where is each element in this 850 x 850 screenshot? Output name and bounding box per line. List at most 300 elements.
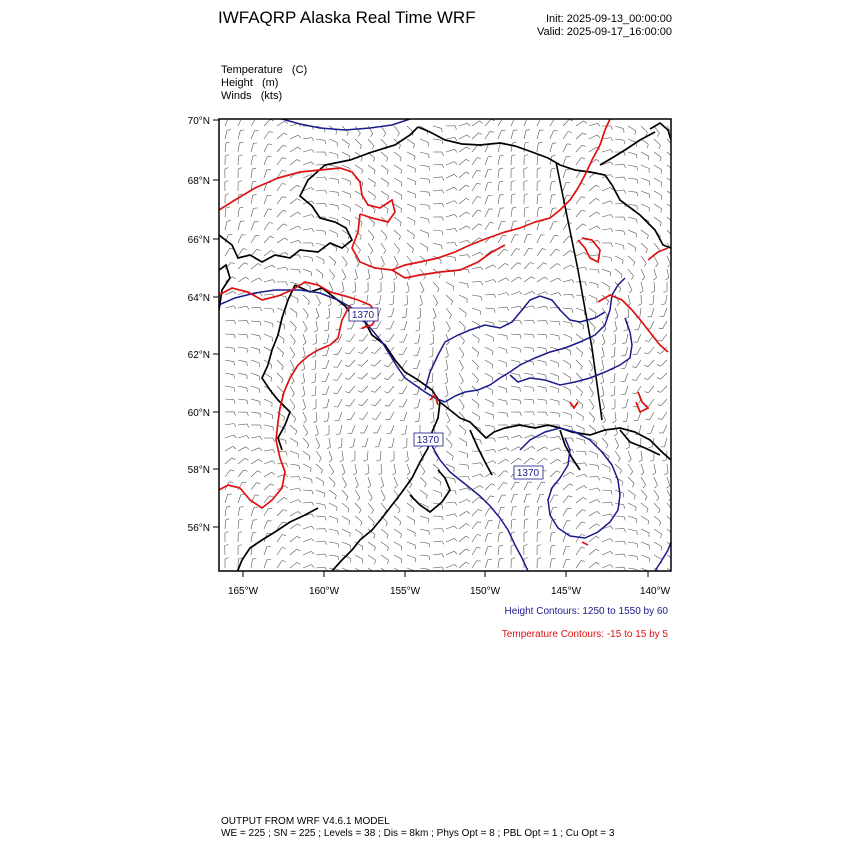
wind-barb [420,529,429,531]
wind-barb [648,386,654,393]
wind-barb-flag [466,185,470,187]
wind-barb [589,295,597,299]
wind-barb [472,561,477,569]
wind-barb-flag [543,263,547,265]
wind-barb [238,208,239,217]
wind-barb [641,282,643,291]
wind-barb-flag [479,121,482,123]
wind-barb [264,373,272,378]
wind-barb-flag [478,339,479,343]
wind-barb [576,360,582,366]
wind-barb-flag [661,573,662,577]
wind-barb [472,308,481,311]
wind-barb [459,255,468,256]
wind-barb [472,412,480,417]
wind-barb-flag [311,382,315,383]
wind-barb [665,295,667,304]
wind-barb [381,139,387,146]
wind-barb-flag [538,519,542,520]
wind-barb [277,133,284,139]
wind-barb-flag [362,573,363,577]
wind-barb-flag [455,126,457,130]
wind-barb-flag [328,304,331,306]
wind-barb [433,126,442,128]
wind-barb [498,507,501,516]
wind-barb [264,236,270,243]
wind-barb [576,347,583,353]
wind-barb-flag [445,356,448,358]
wind-barb-flag [296,313,297,317]
wind-barb-flag [308,301,310,305]
wind-barb [342,178,350,181]
wind-barb [589,488,598,490]
wind-barb [550,293,559,295]
wind-barb [472,522,477,529]
wind-barb-flag [253,520,257,521]
wind-barb-flag [596,549,600,551]
wind-barb-flag [467,135,470,138]
wind-barb-flag [546,412,547,416]
wind-barb [459,123,468,126]
wind-barb [368,516,374,522]
wind-barb-flag [365,473,369,475]
wind-barb-flag [429,543,430,547]
wind-barb-flag [551,168,555,169]
wind-barb [648,360,654,367]
wind-barb [420,477,426,483]
wind-barb-flag [546,321,548,325]
wind-barb [316,425,318,434]
wind-barb [290,347,295,355]
wind-barb [628,464,633,472]
wind-barb [446,373,448,382]
wind-barb-flag [231,262,235,264]
wind-barb-flag [542,249,546,250]
wind-barb [602,551,610,555]
wind-barb-flag [624,217,625,221]
wind-barb [238,386,247,388]
wind-barb-flag [297,185,301,187]
wind-barb [355,516,362,522]
wind-barb-flag [628,459,631,462]
wind-barb-flag [252,532,256,533]
wind-barb-flag [270,236,274,238]
wind-barb-flag [464,327,466,331]
wind-barb-flag [297,524,300,526]
wind-barb-flag [371,352,375,354]
wind-barb [303,502,312,503]
wind-barb-flag [593,419,595,423]
wind-barb [589,147,597,152]
wind-barb [316,203,325,204]
wind-barb [394,256,398,264]
wind-barb-flag [226,142,230,143]
wind-barb-flag [325,567,327,571]
wind-barb-flag [294,419,296,423]
wind-barb [524,482,528,490]
wind-barb [459,360,463,368]
wind-barb [290,412,296,419]
wind-barb-flag [397,133,399,137]
wind-barb [394,178,402,182]
wind-barb-flag [480,486,483,489]
wind-barb-flag [442,140,443,144]
wind-barb-flag [284,224,288,226]
wind-barb-flag [651,291,655,293]
wind-barb-flag [225,181,229,183]
wind-barb-flag [570,251,573,253]
wind-barb-flag [624,140,625,144]
wind-barb-flag [515,482,519,483]
wind-barb-flag [363,460,367,461]
wind-barb-flag [624,529,626,533]
lon-label: 145°W [550,586,582,597]
wind-barb-flag [637,206,638,210]
wind-barb [511,520,512,529]
wind-barb-flag [655,485,658,488]
wind-barb-flag [492,390,493,394]
wind-barb-flag [380,278,383,280]
wind-barb [615,190,624,191]
wind-barb [342,464,345,473]
wind-barb-flag [412,249,414,253]
latitude-labels [188,116,210,534]
wind-barb [485,334,493,337]
wind-barb [446,201,454,204]
wind-barb [225,373,234,375]
wind-barb [251,559,253,568]
wind-barb [589,123,598,126]
wind-barb [264,521,268,529]
wind-barb [550,459,558,464]
wind-barb-flag [630,472,632,475]
wind-barb-flag [585,282,587,286]
wind-barb-flag [282,548,286,549]
wind-barb [615,464,622,470]
wind-barb-flag [546,306,548,309]
wind-barb-flag [657,377,661,379]
wind-barb [563,280,572,282]
wind-barb-flag [512,142,516,143]
wind-barb-flag [533,306,535,309]
wind-barb [225,208,226,217]
wind-barb [337,360,342,368]
wind-barb [391,425,394,433]
wind-barb-flag [667,486,670,489]
wind-barb-flag [442,190,444,194]
wind-barb [485,265,493,269]
model-info [221,816,614,840]
wind-barb-flag [234,388,235,392]
wind-barb-flag [507,307,509,311]
wind-barb-flag [311,551,314,554]
wind-barb-flag [512,207,516,208]
wind-barb-flag [285,252,288,255]
wind-barb [498,235,503,243]
wind-barb [277,347,284,353]
wind-barb [303,399,306,408]
wind-barb-flag [373,223,374,227]
wind-barb [342,165,350,169]
wind-barb-flag [389,304,393,305]
wind-barb [537,507,539,516]
wind-barb-flag [247,362,248,366]
wind-barb-flag [661,195,662,199]
wind-barb [602,502,611,503]
wind-barb [472,347,479,353]
wind-barb-flag [555,235,559,236]
wind-barb [367,451,368,460]
wind-barb-flag [480,252,483,255]
wind-barb [628,568,637,570]
wind-barb-flag [645,341,649,342]
wind-barb-flag [556,249,560,250]
wind-barb-flag [559,322,560,326]
wind-barb [563,334,571,338]
wind-barb-flag [477,379,479,383]
wind-barb-flag [304,329,307,332]
wind-barb [376,412,381,420]
wind-barb [381,464,382,473]
wind-barb [498,399,507,401]
wind-barb-flag [286,267,288,270]
wind-barb [355,204,363,209]
wind-barb [654,178,662,183]
wind-barb-flag [598,465,599,469]
wind-barb [498,334,507,336]
wind-barb [433,139,442,140]
wind-barb [563,308,572,309]
wind-barb-flag [581,197,585,198]
wind-barb [485,425,494,427]
wind-barb-flag [468,123,471,126]
wind-barb [446,425,451,433]
wind-barb-flag [238,532,242,533]
wind-barb-flag [358,352,362,354]
wind-barb-flag [584,486,587,489]
wind-barb-flag [660,157,661,161]
wind-barb [511,447,519,451]
wind-barb-flag [252,168,256,169]
wind-barb [498,278,506,282]
wind-barb-flag [572,280,574,283]
wind-barb [576,386,583,392]
wind-barb [290,321,296,327]
wind-barb [238,347,247,349]
wind-barb-flag [526,130,530,131]
wind-barb [264,321,273,323]
wind-barb [511,360,520,362]
wind-barb [446,564,454,568]
wind-barb [353,438,355,447]
wind-barb-flag [531,277,534,279]
wind-barb [251,222,254,230]
wind-barb-flag [637,543,638,547]
wind-barb-flag [673,209,674,213]
wind-barb [251,169,252,178]
wind-barb [550,559,551,568]
wind-barb [628,490,635,495]
wind-barb [485,308,494,309]
wind-barb-flag [639,460,643,462]
wind-barb [524,520,525,529]
wind-barb [337,386,342,394]
wind-barb-flag [624,190,626,194]
wind-barb [290,135,298,139]
wind-barb [420,308,421,317]
wind-barb [628,204,637,206]
wind-barb [264,209,268,217]
wind-barb-flag [468,255,470,259]
wind-barb [662,412,667,419]
wind-barb [420,555,429,556]
wind-barb [602,229,611,231]
wind-barb-flag [374,170,375,174]
wind-barb-flag [325,140,326,144]
wind-barb [550,412,559,413]
wind-barb-flag [286,282,288,286]
wind-barb-flag [583,133,587,135]
wind-barb-flag [559,293,561,296]
wind-barb [355,282,356,291]
wind-barb [374,373,381,379]
wind-barb [667,269,669,278]
wind-barb-flag [610,174,613,177]
wind-barb [485,449,494,451]
wind-barb-flag [297,160,300,162]
wind-barb-flag [437,289,439,293]
wind-barb [225,399,234,400]
wind-barb-flag [401,547,402,551]
wind-barb [407,464,410,472]
wind-barb [663,321,668,329]
wind-barb [459,240,468,243]
wind-barb [264,265,272,269]
wind-barb [329,217,338,220]
wind-barb-flag [312,243,314,247]
wind-barb-flag [232,458,236,460]
wind-barb [251,195,253,204]
wind-barb [433,282,439,289]
wind-barb-flag [282,171,286,172]
wind-barb [316,464,323,470]
wind-barb [277,121,285,126]
wind-barb-flag [385,405,389,406]
wind-barb-flag [401,559,402,563]
wind-barb [362,399,368,406]
wind-barb-flag [478,405,479,409]
wind-barb [327,334,329,343]
wind-barb-flag [333,367,337,368]
wind-barb [419,321,420,330]
wind-barb-flag [333,484,335,488]
wind-barb-flag [455,228,457,231]
wind-barb-flag [246,277,249,279]
wind-barb-flag [346,353,350,354]
wind-barb-flag [572,294,574,298]
wind-barb [640,308,641,317]
wind-barb-flag [615,317,618,320]
wind-barb [433,230,442,231]
wind-barb [368,139,374,146]
model-line-1: OUTPUT FROM WRF V4.6.1 MODEL [221,816,390,827]
wind-barb [403,334,407,342]
wind-barb-flag [425,483,427,487]
wind-barb [379,438,381,447]
wind-barb [303,150,312,153]
variable-height: Height (m) [221,77,279,89]
wind-barb-flag [646,419,650,420]
wind-barb [563,321,572,323]
wind-barb-flag [282,184,286,185]
wind-barb-flag [362,183,363,187]
wind-barb [238,156,239,165]
wind-barb [472,224,479,230]
wind-barb [472,334,479,339]
wind-barb [392,308,395,317]
wind-barb-flag [657,498,659,501]
wind-barb-flag [524,181,528,183]
wind-barb [394,230,401,236]
wind-barb [625,386,628,395]
wind-barb-flag [620,470,621,474]
wind-barb-flag [325,541,327,545]
wind-barb-flag [591,368,594,371]
wind-barb-flag [546,375,547,379]
wind-barb [366,295,368,304]
wind-barb [277,224,284,230]
wind-barb-flag [359,340,363,341]
wind-barb-flag [361,222,362,226]
wind-barb-flag [371,377,375,379]
wind-barb [602,360,604,369]
wind-barb-flag [611,229,613,233]
wind-barb [511,399,520,400]
wind-barb [350,399,355,406]
wind-barb-flag [284,325,285,329]
wind-barb [485,521,489,529]
wind-barb [602,464,610,468]
wind-barb-flag [256,483,260,484]
wind-barb-flag [557,471,561,473]
wind-barb [576,295,585,297]
wind-barb [524,248,529,256]
wind-barb-flag [570,378,571,382]
wind-barb [654,529,662,534]
wind-barb [550,533,551,542]
wind-barb [316,554,325,555]
wind-barb [667,516,673,522]
wind-barb-flag [271,378,272,382]
wind-barb [251,264,258,270]
wind-barb [641,542,649,545]
wind-barb [636,373,641,381]
wind-barb [368,191,375,196]
wind-barb-flag [371,405,375,406]
wind-barb-flag [537,168,541,169]
wind-barb-flag [447,420,450,423]
wind-barb-flag [298,512,301,515]
wind-barb [651,308,654,317]
wind-barb [654,464,656,473]
wind-barb [264,196,267,204]
wind-barb-flag [342,473,345,476]
wind-barb-flag [334,354,338,355]
wind-barb-flag [637,447,641,448]
wind-barb-flag [354,278,357,281]
wind-barb-flag [666,278,669,280]
wind-barb-flag [663,291,667,293]
